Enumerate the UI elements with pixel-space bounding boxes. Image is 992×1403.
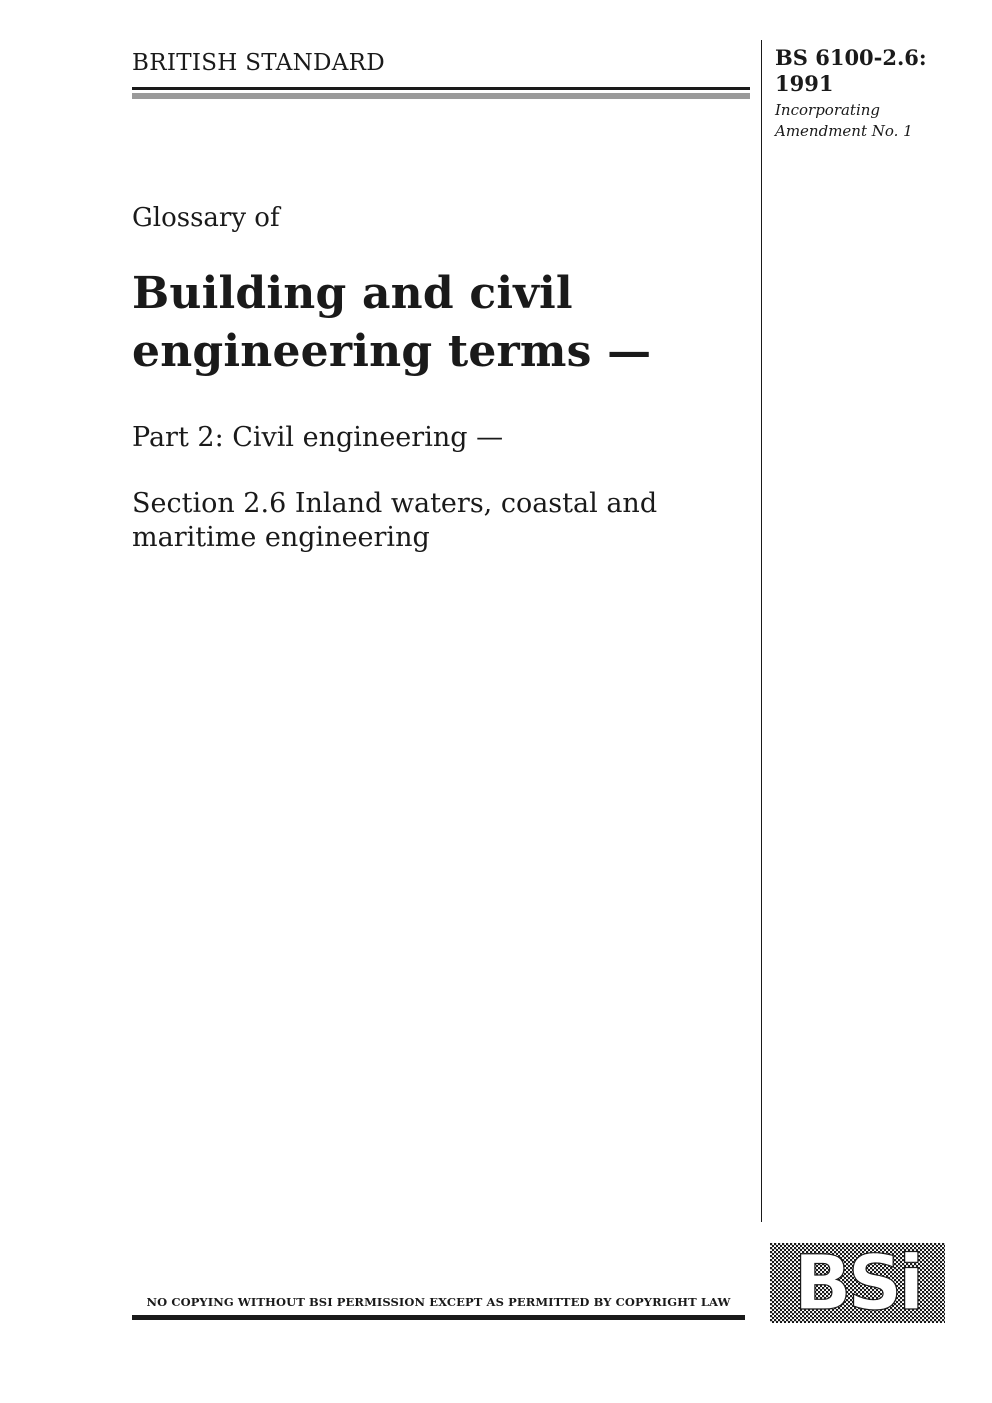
section-title xyxy=(132,487,752,555)
part-title: Part 2: Civil engineering — xyxy=(132,422,504,453)
main-title-line1: Building and civil xyxy=(132,268,573,319)
sidebar-divider xyxy=(761,40,762,1222)
header-rule xyxy=(132,87,750,99)
amendment-line1: Incorporating xyxy=(775,101,881,119)
standard-number-line2: 1991 xyxy=(775,71,834,96)
amendment-note xyxy=(775,100,913,142)
header-rule-thick xyxy=(132,93,750,99)
document-header-label: BRITISH STANDARD xyxy=(132,50,386,76)
standard-number-line1: BS 6100-2.6: xyxy=(775,45,927,70)
bsi-logo xyxy=(770,1243,945,1323)
amendment-line2: Amendment No. 1 xyxy=(775,122,913,140)
pre-title: Glossary of xyxy=(132,203,280,233)
bsi-logo-text: BSi xyxy=(793,1243,921,1323)
main-title xyxy=(132,265,752,381)
section-title-line2: maritime engineering xyxy=(132,522,430,553)
header-rule-thin xyxy=(132,87,750,90)
section-title-line1: Section 2.6 Inland waters, coastal and xyxy=(132,488,658,519)
footer-rule xyxy=(132,1315,745,1320)
main-title-line2: engineering terms — xyxy=(132,326,652,377)
copyright-notice: NO COPYING WITHOUT BSI PERMISSION EXCEPT AS PERMITTED BY COPYRIGHT LAW xyxy=(146,1295,731,1309)
standard-number xyxy=(775,45,927,97)
